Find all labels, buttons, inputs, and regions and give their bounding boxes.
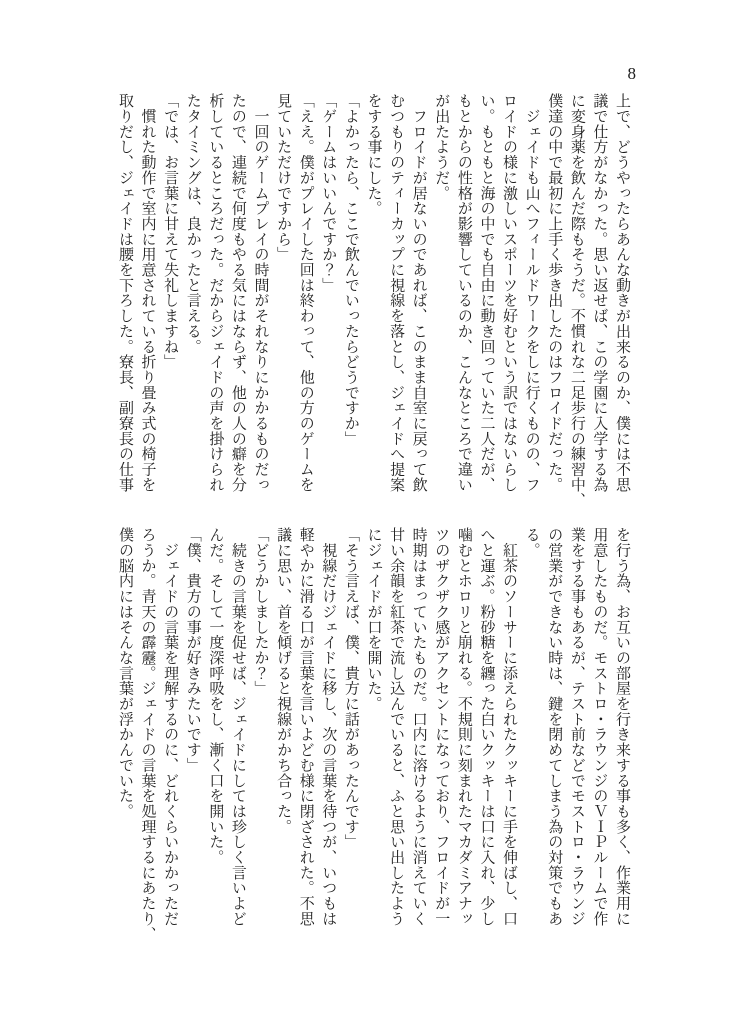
text-column-line: 見ていただけですから」 xyxy=(275,93,292,262)
text-column-line: の営業ができない時は、鍵を閉めてしまう為の対策でもあ xyxy=(546,527,563,927)
text-column-line: んだ。そして一度深呼吸をし、漸く口を開いた。 xyxy=(207,527,224,865)
text-column-line: 一回のゲームプレイの時間がそれなりにかかるものだっ xyxy=(252,93,269,493)
text-column-line: 上で、どうやったらあんな動きが出来るのか、僕には不思 xyxy=(614,93,630,493)
text-column-line: 「そう言えば、僕、貴方に話があったんです」 xyxy=(342,527,359,850)
text-column-line: 議で仕方がなかった。思い返せば、この学園に入学する為 xyxy=(591,93,608,493)
text-column-line: 紅茶のソーサーに添えられたクッキーに手を伸ばし、口 xyxy=(501,527,518,927)
text-column-line: ツのザクザク感がアクセントになっており、フロイドが一 xyxy=(433,527,450,927)
top-text-block xyxy=(110,93,633,508)
text-column-line: 用意したものだ。モストロ・ラウンジのＶＩＰルームで作 xyxy=(591,527,608,927)
text-column-line: 続きの言葉を促せば、ジェイドにしては珍しく言いよど xyxy=(229,527,246,927)
text-column-line: 「では、お言葉に甘えて失礼しますね」 xyxy=(162,93,179,370)
text-column-line: 慣れた動作で室内に用意されている折り畳み式の椅子を xyxy=(139,93,156,493)
text-column-line: 議に思い、首を傾げると視線がかち合った。 xyxy=(275,527,292,834)
text-column-line: 「どうかしましたか？」 xyxy=(252,527,269,696)
text-column-line: 甘い余韻を紅茶で流し込んでいると、ふと思い出したよう xyxy=(388,527,405,927)
text-column-line: 軽やかに滑る口が言葉を言いよどむ様に閉ざされた。不思 xyxy=(297,527,314,927)
text-column-line: 「僕、貴方の事が好きみたいです」 xyxy=(184,527,201,773)
text-column-line: に変身薬を飲んだ際もそうだ。不慣れな二足歩行の練習中、 xyxy=(568,93,585,508)
text-column-line: ロイドの様に激しいスポーツを好むという訳ではないらし xyxy=(501,93,518,493)
text-column-line: むつもりのティーカップに視線を落とし、ジェイドへ提案 xyxy=(388,93,405,493)
text-column-line: 視線だけジェイドに移し、次の言葉を待つが、いつもは xyxy=(320,527,337,927)
text-column-line: ジェイドの言葉を理解するのに、どれくらいかかっただ xyxy=(162,527,179,927)
text-column-line: をする事にした。 xyxy=(365,93,382,216)
text-column-line: もとからの性格が影響しているのか、こんなところで違い xyxy=(455,93,472,493)
text-column-line: 取りだし、ジェイドは腰を下ろした。寮長、副寮長の仕事 xyxy=(116,93,133,493)
text-column-line: 「ゲームはいいんですか？」 xyxy=(320,93,337,293)
text-column-line: る。 xyxy=(523,527,540,558)
text-column-line: 「よかったら、ここで飲んでいったらどうですか」 xyxy=(342,93,359,447)
text-column-line: ジェイドも山へフィールドワークをしに行くものの、フ xyxy=(523,93,540,493)
text-column-line: にジェイドが口を開いた。 xyxy=(365,527,382,712)
text-column-line: たタイミングは、良かったと言える。 xyxy=(184,93,201,354)
text-column-line: 僕の脳内にはそんな言葉が浮かんでいた。 xyxy=(116,527,133,819)
text-column-line: 僕達の中で最初に上手く歩き出したのはフロイドだった。 xyxy=(546,93,563,493)
text-column-line: が出たようだ。 xyxy=(433,93,450,201)
text-column-line: い。もともと海の中でも自由に動き回っていた二人だが、 xyxy=(478,93,495,493)
text-column-line: へと運ぶ。粉砂糖を纏った白いクッキーは口に入れ、少し xyxy=(478,527,495,927)
text-column-line: 時期はまっていたものだ。口内に溶けるように消えていく xyxy=(410,527,427,927)
text-column-line: ろうか。青天の霹靂。ジェイドの言葉を処理するにあたり、 xyxy=(139,527,156,942)
bottom-text-block xyxy=(110,527,633,942)
text-column-line: たので、連続で何度もやる気にはならず、他の人の癖を分 xyxy=(229,93,246,493)
text-column-line: 業をする事もあるが、テスト前などでモストロ・ラウンジ xyxy=(568,527,585,927)
text-column-line: を行う為、お互いの部屋を行き来する事も多く、作業用に xyxy=(614,527,630,927)
text-column-line: 「ええ。僕がプレイした回は終わって、他の方のゲームを xyxy=(297,93,314,493)
text-column-line: 噛むとホロリと崩れる。不規則に刻まれたマカダミアナッ xyxy=(455,527,472,927)
text-column-line: 析しているところだった。だからジェイドの声を掛けられ xyxy=(207,93,224,493)
page-number: 8 xyxy=(627,64,636,83)
text-column-line: フロイドが居ないのであれば、このまま自室に戻って飲 xyxy=(410,93,427,493)
